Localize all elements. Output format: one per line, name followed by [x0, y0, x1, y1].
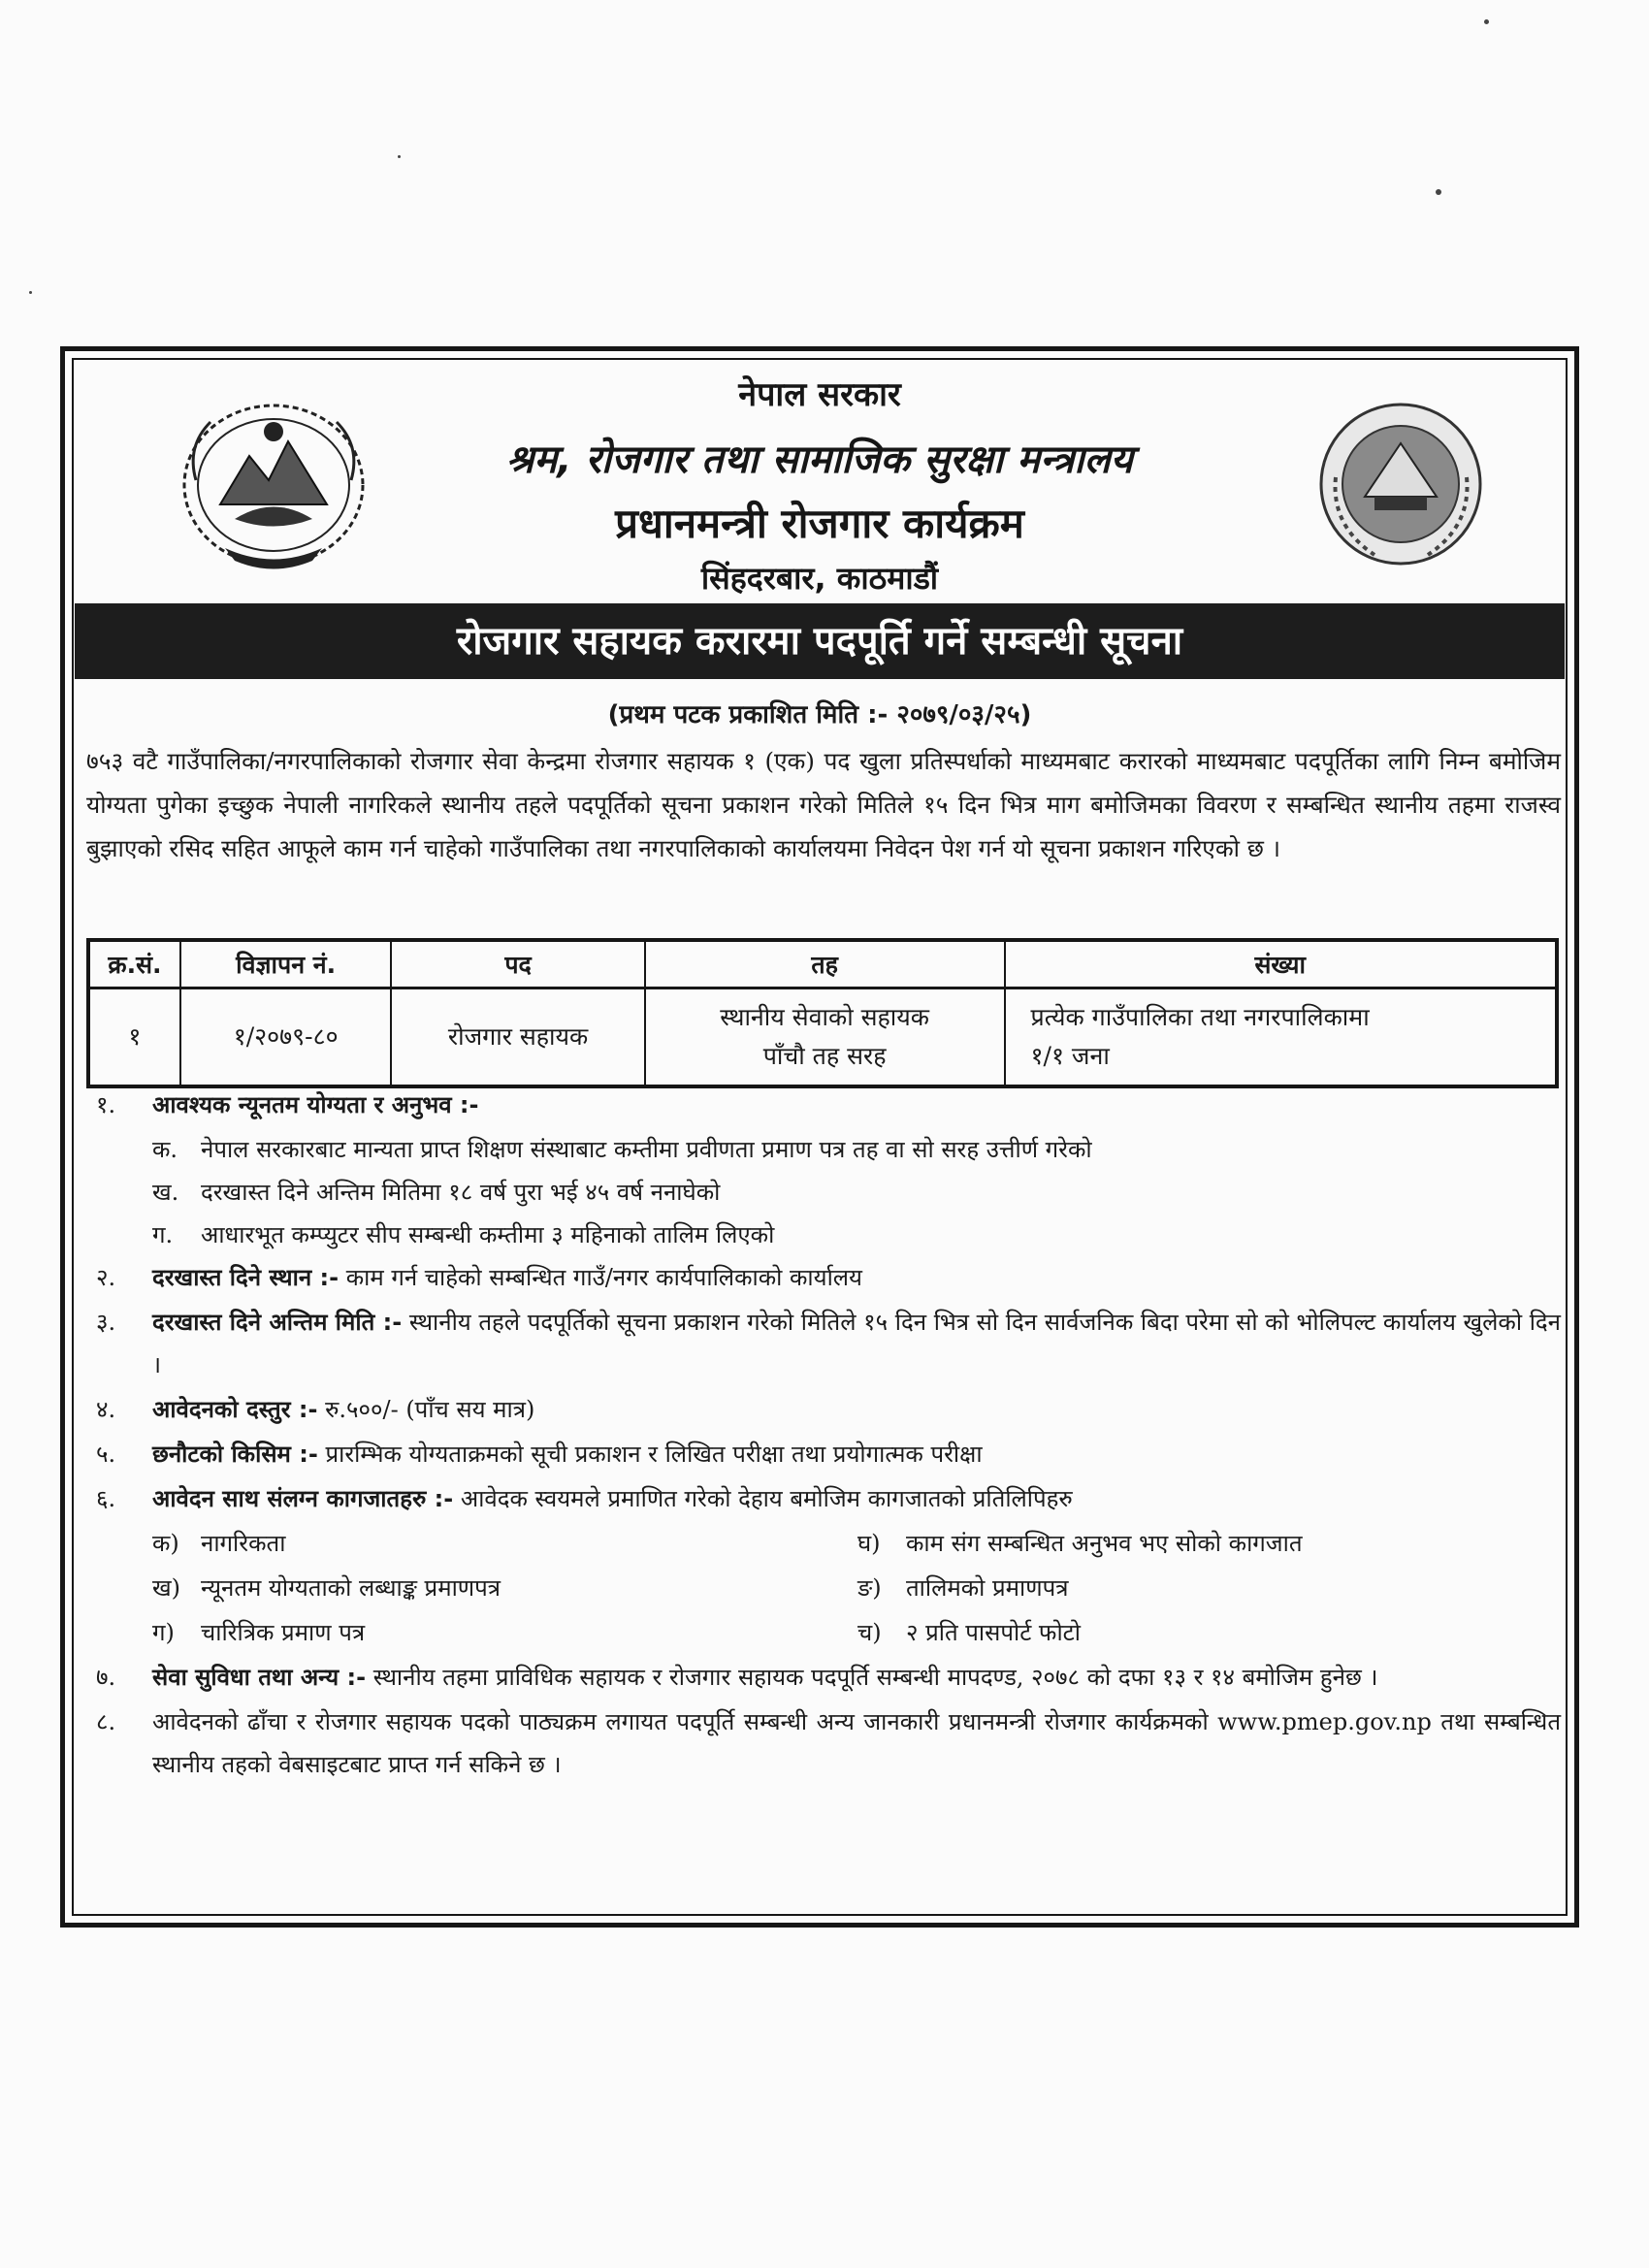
table-header: तह [645, 940, 1005, 988]
scan-speck [1484, 19, 1489, 24]
intro-paragraph: ७५३ वटै गाउँपालिका/नगरपालिकाको रोजगार सेवा केन्द्रमा रोजगार सहायक १ (एक) पद खुला प्रतिस्पर्धाको माध्यमबाट करारको माध्यमबाट पदपूर्तिका लागि निम्न बमोजिम योग्यता पुगेका इच्छुक नेपाली नागरिकले स्थानीय तहले पदपूर्तिको सूचना प्रकाशन गरेको मितिले १५ दिन भित्र माग बमोजिमका विवरण र सम्बन्धित स्थानीय तहमा राजस्व बुझाएको रसिद सहित आफूले काम गर्न चाहेको गाउँपालिका तथा नगरपालिकाको कार्यालयमा निवेदन पेश गर्न यो सूचना प्रकाशन गरिएको छ । [86, 747, 1561, 862]
sub-item-text: नेपाल सरकारबाट मान्यता प्राप्त शिक्षण संस्थाबाट कम्तीमा प्रवीणता प्रमाण पत्र तह वा सो सरह उत्तीर्ण गरेको [201, 1136, 1092, 1163]
level-line: स्थानीय सेवाको सहायक [720, 1003, 929, 1031]
government-title: नेपाल सरकार [738, 375, 901, 414]
list-item [86, 1477, 1561, 1520]
item-label: सेवा सुविधा तथा अन्य :- [152, 1664, 367, 1691]
office-location: सिंहदरबार, काठमाडौं [700, 560, 939, 597]
item-text: काम गर्न चाहेको सम्बन्धित गाउँ/नगर कार्यपालिकाको कार्यालय [345, 1264, 862, 1291]
sub-item-text: आधारभूत कम्प्युटर सीप सम्बन्धी कम्तीमा ३ महिनाको तालिम लिएको [201, 1221, 775, 1248]
cell-level [645, 988, 1005, 1087]
document-item: ख) न्यूनतम योग्यताको लब्धाङ्क प्रमाणपत्र [152, 1574, 501, 1602]
item-text: आवेदनको ढाँचा र रोजगार सहायक पदको पाठ्यक्रम लगायत पदपूर्ति सम्बन्धी अन्य जानकारी प्रधानमन्त्री रोजगार कार्यक्रमको www.pmep.gov.np तथा सम्बन्धित स्थानीय तहको वेबसाइटबाट प्राप्त गर्न सकिने छ । [152, 1708, 1561, 1778]
sub-item-key: क. [152, 1136, 178, 1163]
item-label: आवेदनको दस्तुर :- [152, 1396, 318, 1423]
item-text: प्रारम्भिक योग्यताक्रमको सूची प्रकाशन र लिखित परीक्षा तथा प्रयोगात्मक परीक्षा [325, 1441, 983, 1468]
sub-item [86, 1128, 1561, 1171]
table-header: पद [391, 940, 644, 988]
count-line: १/१ जना [1030, 1042, 1110, 1070]
item-text: रु.५००/- (पाँच सय मात्र) [325, 1396, 535, 1423]
cell-post: रोजगार सहायक [391, 988, 644, 1087]
list-item [86, 1701, 1561, 1786]
list-item [86, 1656, 1561, 1699]
item-number: ७. [96, 1664, 116, 1691]
level-line: पाँचौ तह सरह [762, 1042, 887, 1070]
document-item: च) २ प्रति पासपोर्ट फोटो [857, 1619, 1081, 1646]
item-label: दरखास्त दिने अन्तिम मिति :- [152, 1309, 403, 1336]
count-line: प्रत्येक गाउँपालिका तथा नगरपालिकामा [1030, 1003, 1370, 1031]
notice-frame [60, 346, 1579, 1928]
item-number: ४. [96, 1396, 116, 1423]
item-number: २. [96, 1264, 116, 1291]
document-item: ङ) तालिमको प्रमाणपत्र [857, 1574, 1069, 1602]
sub-item-key: ख. [152, 1179, 179, 1206]
publication-date: (प्रथम पटक प्रकाशित मिति :- २०७९/०३/२५) [607, 700, 1032, 729]
item-number: ८. [96, 1708, 116, 1735]
document-item: घ) काम संग सम्बन्धित अनुभव भए सोको कागजात [857, 1530, 1303, 1557]
table-header: क्र.सं. [88, 940, 180, 988]
table-row [88, 988, 1557, 1087]
header [65, 351, 1574, 597]
item-number: ५. [96, 1441, 116, 1468]
documents-list [86, 1522, 1561, 1656]
document-item: ग) चारित्रिक प्रमाण पत्र [152, 1619, 366, 1646]
ministry-title: श्रम, रोजगार तथा सामाजिक सुरक्षा मन्त्रालय [506, 437, 1133, 482]
scan-speck [29, 291, 32, 294]
table-header: संख्या [1005, 940, 1557, 988]
item-text: स्थानीय तहमा प्राविधिक सहायक र रोजगार सहायक पदपूर्ति सम्बन्धी मापदण्ड, २०७८ को दफा १३ र १४ बमोजिम हुनेछ । [372, 1664, 1378, 1691]
notice-banner: रोजगार सहायक करारमा पदपूर्ति गर्ने सम्बन्धी सूचना [75, 603, 1565, 679]
item-label: आवश्यक न्यूनतम योग्यता र अनुभव :- [152, 1091, 479, 1118]
item-text: आवेदक स्वयमले प्रमाणित गरेको देहाय बमोजिम कागजातको प्रतिलिपिहरु [460, 1485, 1073, 1512]
sub-item-key: ग. [152, 1221, 174, 1248]
table-header: विज्ञापन नं. [180, 940, 392, 988]
table-header-row [88, 940, 1557, 988]
cell-advertisement-no: १/२०७९-८० [180, 988, 392, 1087]
list-item [86, 1084, 1561, 1126]
vacancy-table [86, 938, 1559, 1088]
item-label: छनौटको किसिम :- [152, 1441, 318, 1468]
cell-count [1005, 988, 1557, 1087]
item-number: ३. [96, 1309, 116, 1336]
sub-item-text: दरखास्त दिने अन्तिम मितिमा १८ वर्ष पुरा भई ४५ वर्ष ननाघेको [201, 1179, 721, 1206]
sub-item [86, 1171, 1561, 1214]
program-title: प्रधानमन्त्री रोजगार कार्यक्रम [615, 500, 1024, 547]
list-item [86, 1301, 1561, 1386]
document-item: क) नागरिकता [152, 1530, 286, 1557]
sub-item [86, 1214, 1561, 1256]
item-label: दरखास्त दिने स्थान :- [152, 1264, 340, 1291]
item-label: आवेदन साथ संलग्न कागजातहरु :- [152, 1485, 454, 1512]
program-seal-icon [1316, 400, 1486, 569]
requirements-list [86, 1084, 1561, 1788]
scan-speck [398, 155, 401, 158]
item-text: स्थानीय तहले पदपूर्तिको सूचना प्रकाशन गरेको मितिले १५ दिन भित्र सो दिन सार्वजनिक बिदा परेमा सो को भोलिपल्ट कार्यालय खुलेको दिन । [152, 1309, 1561, 1378]
list-item [86, 1433, 1561, 1475]
list-item [86, 1388, 1561, 1431]
scan-speck [1436, 189, 1441, 195]
item-number: १. [96, 1091, 116, 1118]
list-item [86, 1256, 1561, 1299]
item-number: ६. [96, 1485, 116, 1512]
cell-serial: १ [88, 988, 180, 1087]
